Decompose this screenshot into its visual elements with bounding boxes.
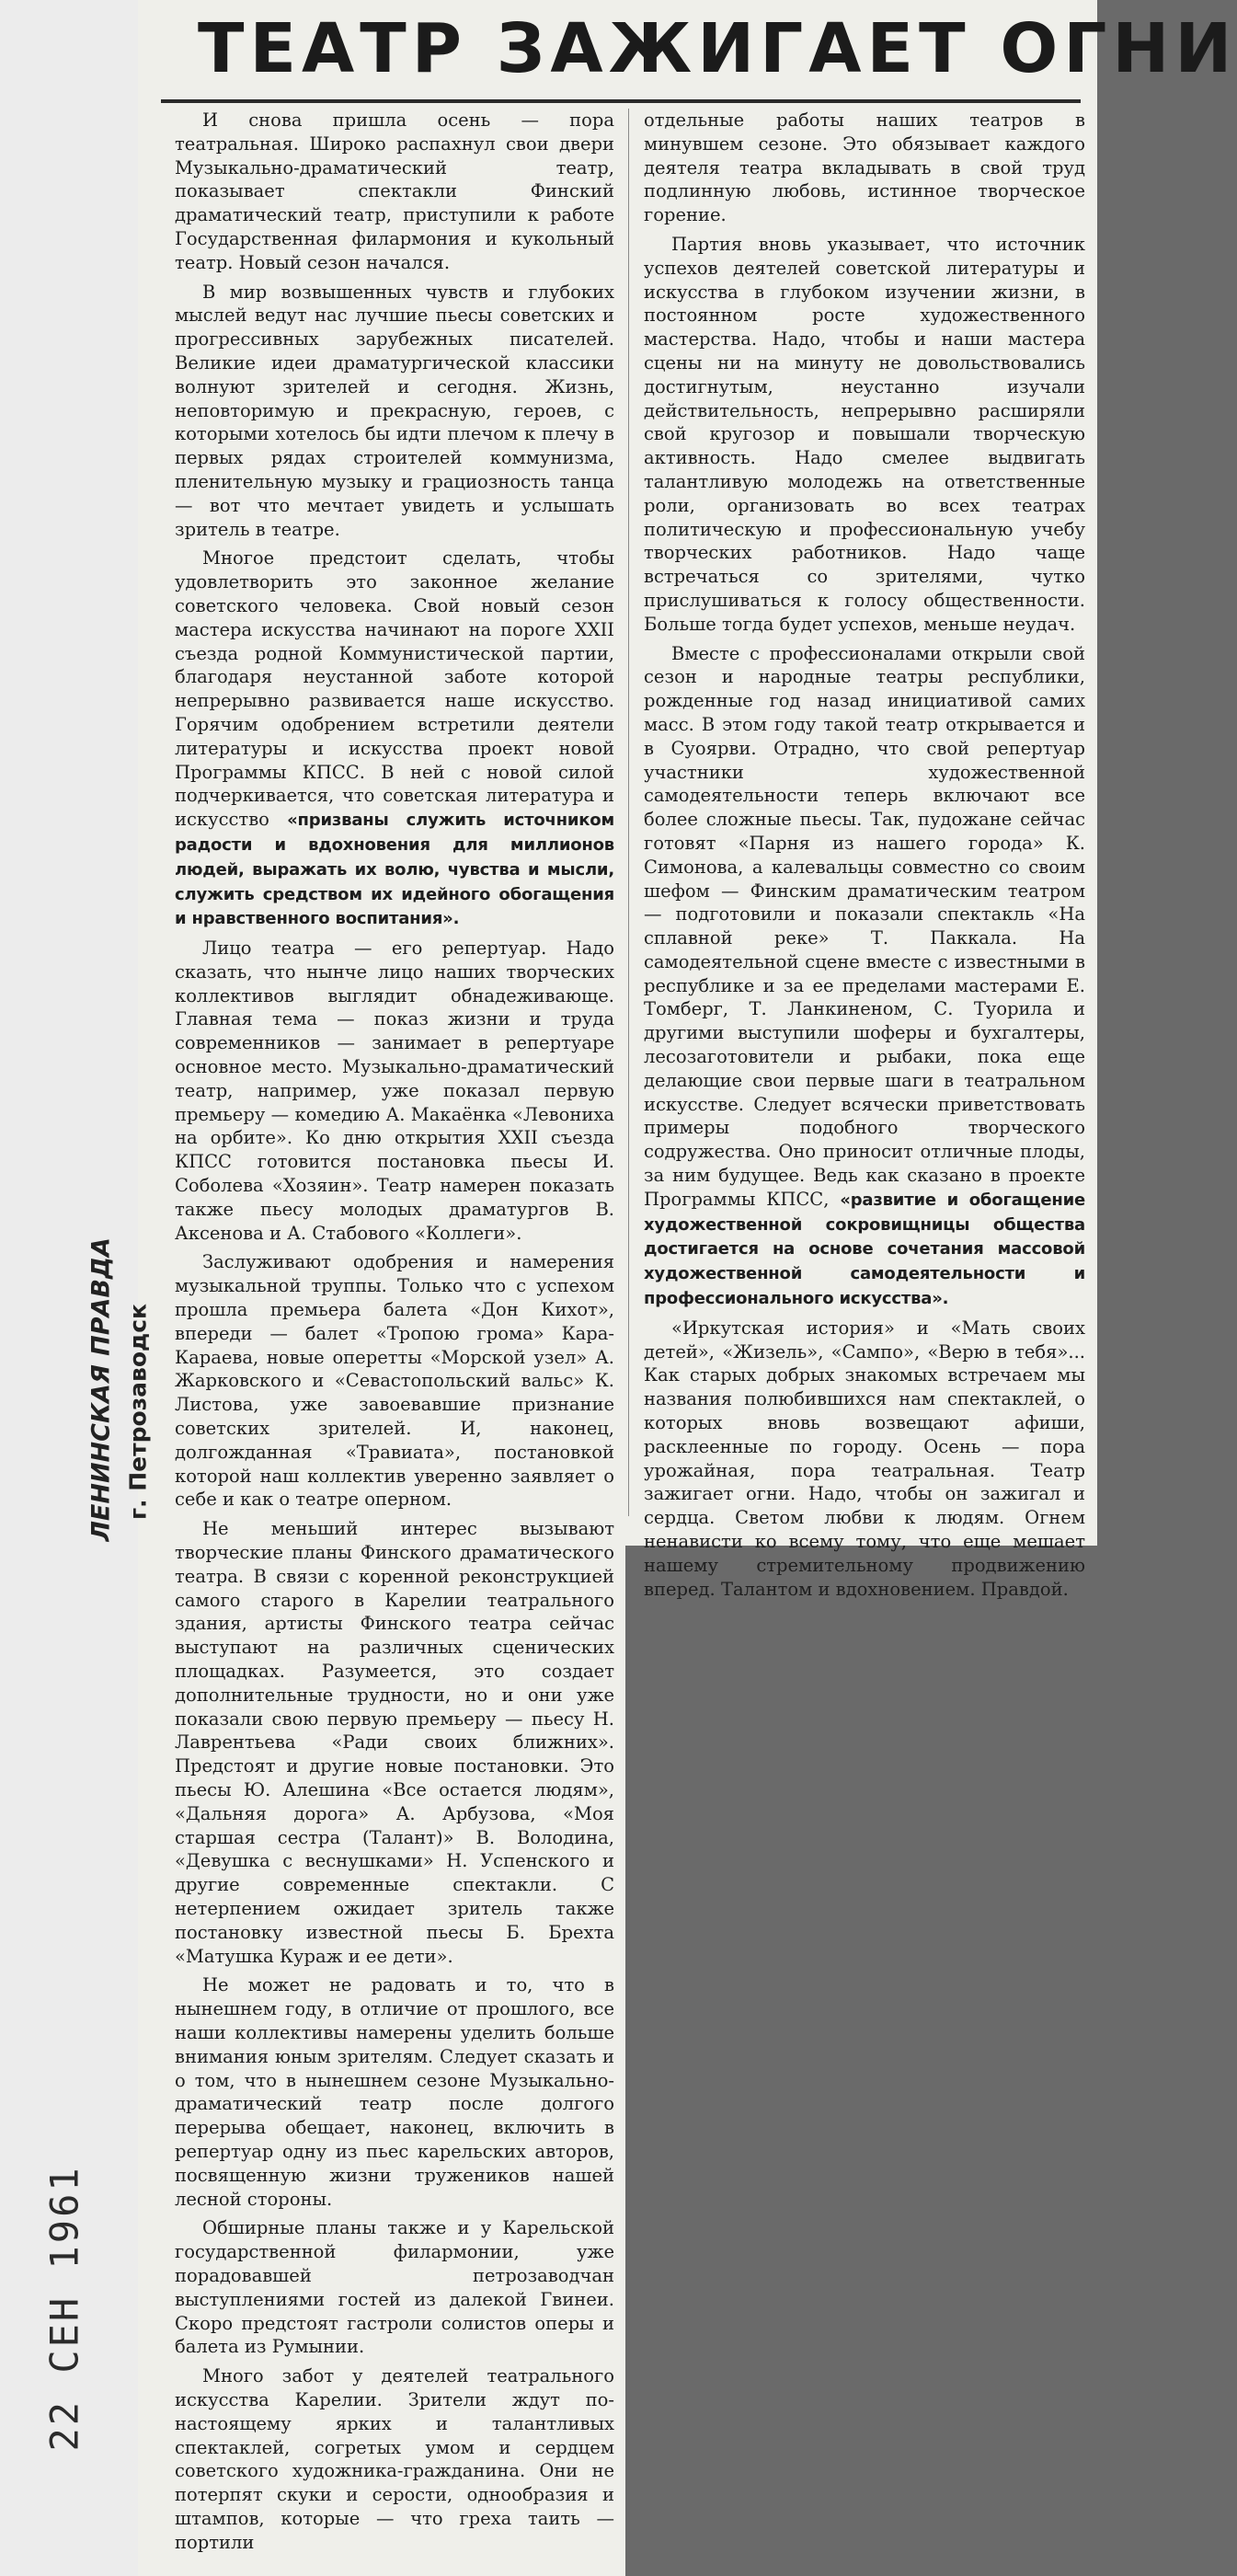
paragraph-continuation: отдельные работы наших театров в минувшем сезоне. Это обязывает каждого деятеля театра вкладывать в свой труд подлинную любовь, истинное творческое горение. (644, 109, 1085, 226)
article-column-1 (175, 109, 614, 2574)
newspaper-name: ЛЕНИНСКАЯ ПРАВДА (86, 1237, 116, 1542)
clipping-cutout-background (625, 1546, 1097, 2576)
date-stamp: 22 СЕН 1961 (41, 2165, 87, 2452)
paragraph: И снова пришла осень — пора театральная. Широко распахнул свои двери Музыкально-драматический театр, показывает спектакли Финский драматический театр, приступили к работе Государственная филармония и кукольный театр. Новый сезон начался. (175, 109, 614, 273)
paragraph: В мир возвышенных чувств и глубоких мыслей ведут нас лучшие пьесы советских и прогрессивных зарубежных писателей. Великие идеи драматургической классики волнуют зрителей и сегодня. Жизнь, неповторимую и прекрасную, героев, с которыми хотелось бы идти плечом к плечу в первых рядах строителей коммунизма, пленительную музыку и грациозность танца — вот что мечтает увидеть и услышать зритель в театре. (175, 281, 614, 540)
newspaper-city: г. Петрозаводск (124, 1303, 152, 1521)
paragraph: «Иркутская история» и «Мать своих детей», «Жизель», «Сампо», «Верю в тебя»... Как старых добрых знакомых встречаем мы названия полюбившихся нам спектаклей, о которых вновь возвещают афиши, расклеенные по городу. Осень — пора урожайная, пора театральная. Театр зажигает огни. Надо, чтобы он зажигал и сердца. Светом любви к людям. Огнем ненависти ко всему тому, что еще мешает нашему стремительному продвижению вперед. Талантом и вдохновением. Правдой. (644, 1317, 1085, 1600)
paragraph: Не может не радовать и то, что в нынешнем году, в отличие от прошлого, все наши коллективы намерены уделить больше внимания юным зрителям. Следует сказать и о том, что в нынешнем сезоне Музыкально-драматический театр после долгого перерыва обещает, наконец, включить в репертуар одну из пьес карельских авторов, посвященную жизни тружеников нашей лесной стороны. (175, 1974, 614, 2210)
column-divider (628, 109, 629, 1516)
headline-rule (161, 99, 1081, 103)
paragraph: Обширные планы также и у Карельской государственной филармонии, уже порадовавшей петрозаводчан выступлениями гостей из далекой Гвинеи. Скоро предстоят гастроли солистов оперы и балета из Румынии. (175, 2217, 614, 2358)
article-column-2 (644, 109, 1085, 1600)
paragraph: Лицо театра — его репертуар. Надо сказать, что нынче лицо наших творческих коллективов выглядит обнадеживающе. Главная тема — показ жизни и труда современников — занимает в репертуаре основное место. Музыкально-драматический театр, например, уже показал первую премьеру — комедию А. Макаёнка «Левониха на орбите». Ко дню открытия XXII съезда КПСС готовится постановка пьесы И. Соболева «Хозяин». Театр намерен показать также пьесу молодых драматургов В. Аксенова и А. Стабового «Коллеги». (175, 937, 614, 1244)
paragraph: Заслуживают одобрения и намерения музыкальной труппы. Только что с успехом прошла премьера балета «Дон Кихот», впереди — балет «Тропою грома» Кара-Караева, новые оперетты «Морской узел» А. Жарковского и «Севастопольский вальс» К. Листова, уже завоевавшие признание советских зрителей. И, наконец, долгожданная «Травиата», постановкой которой наш коллектив уверенно заявляет о себе и как о театре оперном. (175, 1251, 614, 1511)
bold-quote: «призваны служить источником радости и вдохновения для миллионов людей, выражать их волю, чувства и мысли, служить средством их идейного обогащения и нравственного воспитания». (175, 811, 614, 929)
paragraph: Много забот у деятелей театрального искусства Карелии. Зрители ждут по-настоящему ярких и талантливых спектаклей, согретых умом и сердцем советского художника-гражданина. Они не потерпят скуки и серости, однообразия и штампов, которые — что греха таить — портили (175, 2365, 614, 2553)
paragraph: Партия вновь указывает, что источник успехов деятелей советской литературы и искусства в глубоком изучении жизни, в постоянном росте художественного мастерства. Надо, чтобы и наши мастера сцены ни на минуту не довольствовались достигнутым, неустанно изучали действительность, непрерывно расширяли свой кругозор и повышали творческую активность. Надо смелее выдвигать талантливую молодежь на ответственные роли, организовать во всех театрах политическую и профессиональную учебу творческих работников. Надо чаще встречаться со зрителями, чутко прислушиваться к голосу общественности. Больше тогда будет успехов, меньше неудач. (644, 233, 1085, 635)
bold-quote: «развитие и обогащение художественной сокровищницы общества достигается на основе сочетания массовой художественной самодеятельности и профессионального искусства». (644, 1190, 1085, 1309)
article-headline: ТЕАТР ЗАЖИГАЕТ ОГНИ (198, 9, 1237, 88)
paragraph: Не меньший интерес вызывают творческие планы Финского драматического театра. В связи с коренной реконструкцией самого старого в Карелии театрального здания, артисты Финского театра сейчас выступают на различных сценических площадках. Разумеется, это создает дополнительные трудности, но и они уже показали свою первую премьеру — пьесу Н. Лаврентьева «Ради своих ближних». Предстоят и другие новые постановки. Это пьесы Ю. Алешина «Все остается людям», «Дальняя дорога» А. Арбузова, «Моя старшая сестра (Талант)» В. Володина, «Девушка с веснушками» Н. Успенского и другие современные спектакли. С нетерпением ожидает зритель также постановку известной пьесы Б. Брехта «Матушка Кураж и ее дети». (175, 1518, 614, 1967)
paragraph: Многое предстоит сделать, чтобы удовлетворить это законное желание советского человека. Свой новый сезон мастера искусства начинают на пороге XXII съезда родной Коммунистической партии, благодаря неустанной заботе которой непрерывно развивается наше искусство. Горячим одобрением встретили деятели литературы и искусства проект новой Программы КПСС. В ней с новой силой подчеркивается, что советская литература и искусство «призваны служить источником радости и вдохновения для миллионов людей, выражать их волю, чувства и мысли, служить средством их идейного обогащения и нравственного воспитания». (175, 547, 614, 929)
paragraph: Вместе с профессионалами открыли свой сезон и народные театры республики, рожденные год назад инициативой самих масс. В этом году такой театр открывается и в Суоярви. Отрадно, что свой репертуар участники художественной самодеятельности теперь включают все более сложные пьесы. Так, пудожане сейчас готовят «Парня из нашего города» К. Симонова, а калевальцы совместно со своим шефом — Финским драматическим театром — подготовили и показали спектакль «На сплавной реке» Т. Паккала. На самодеятельной сцене вместе с известными в республике и за ее пределами мастерами Е. Томберг, Т. Ланкиненом, С. Туорила и другими выступили шоферы и бухгалтеры, лесозаготовители и рыбаки, пока еще делающие свои первые шаги в театральном искусстве. Следует всячески приветствовать примеры подобного творческого содружества. Оно приносит отличные плоды, за ним будущее. Ведь как сказано в проекте Программы КПСС, «развитие и обогащение художественной сокровищницы общества достигается на основе сочетания массовой художественной самодеятельности и профессионального искусства». (644, 642, 1085, 1309)
source-label (37, 1237, 152, 1582)
